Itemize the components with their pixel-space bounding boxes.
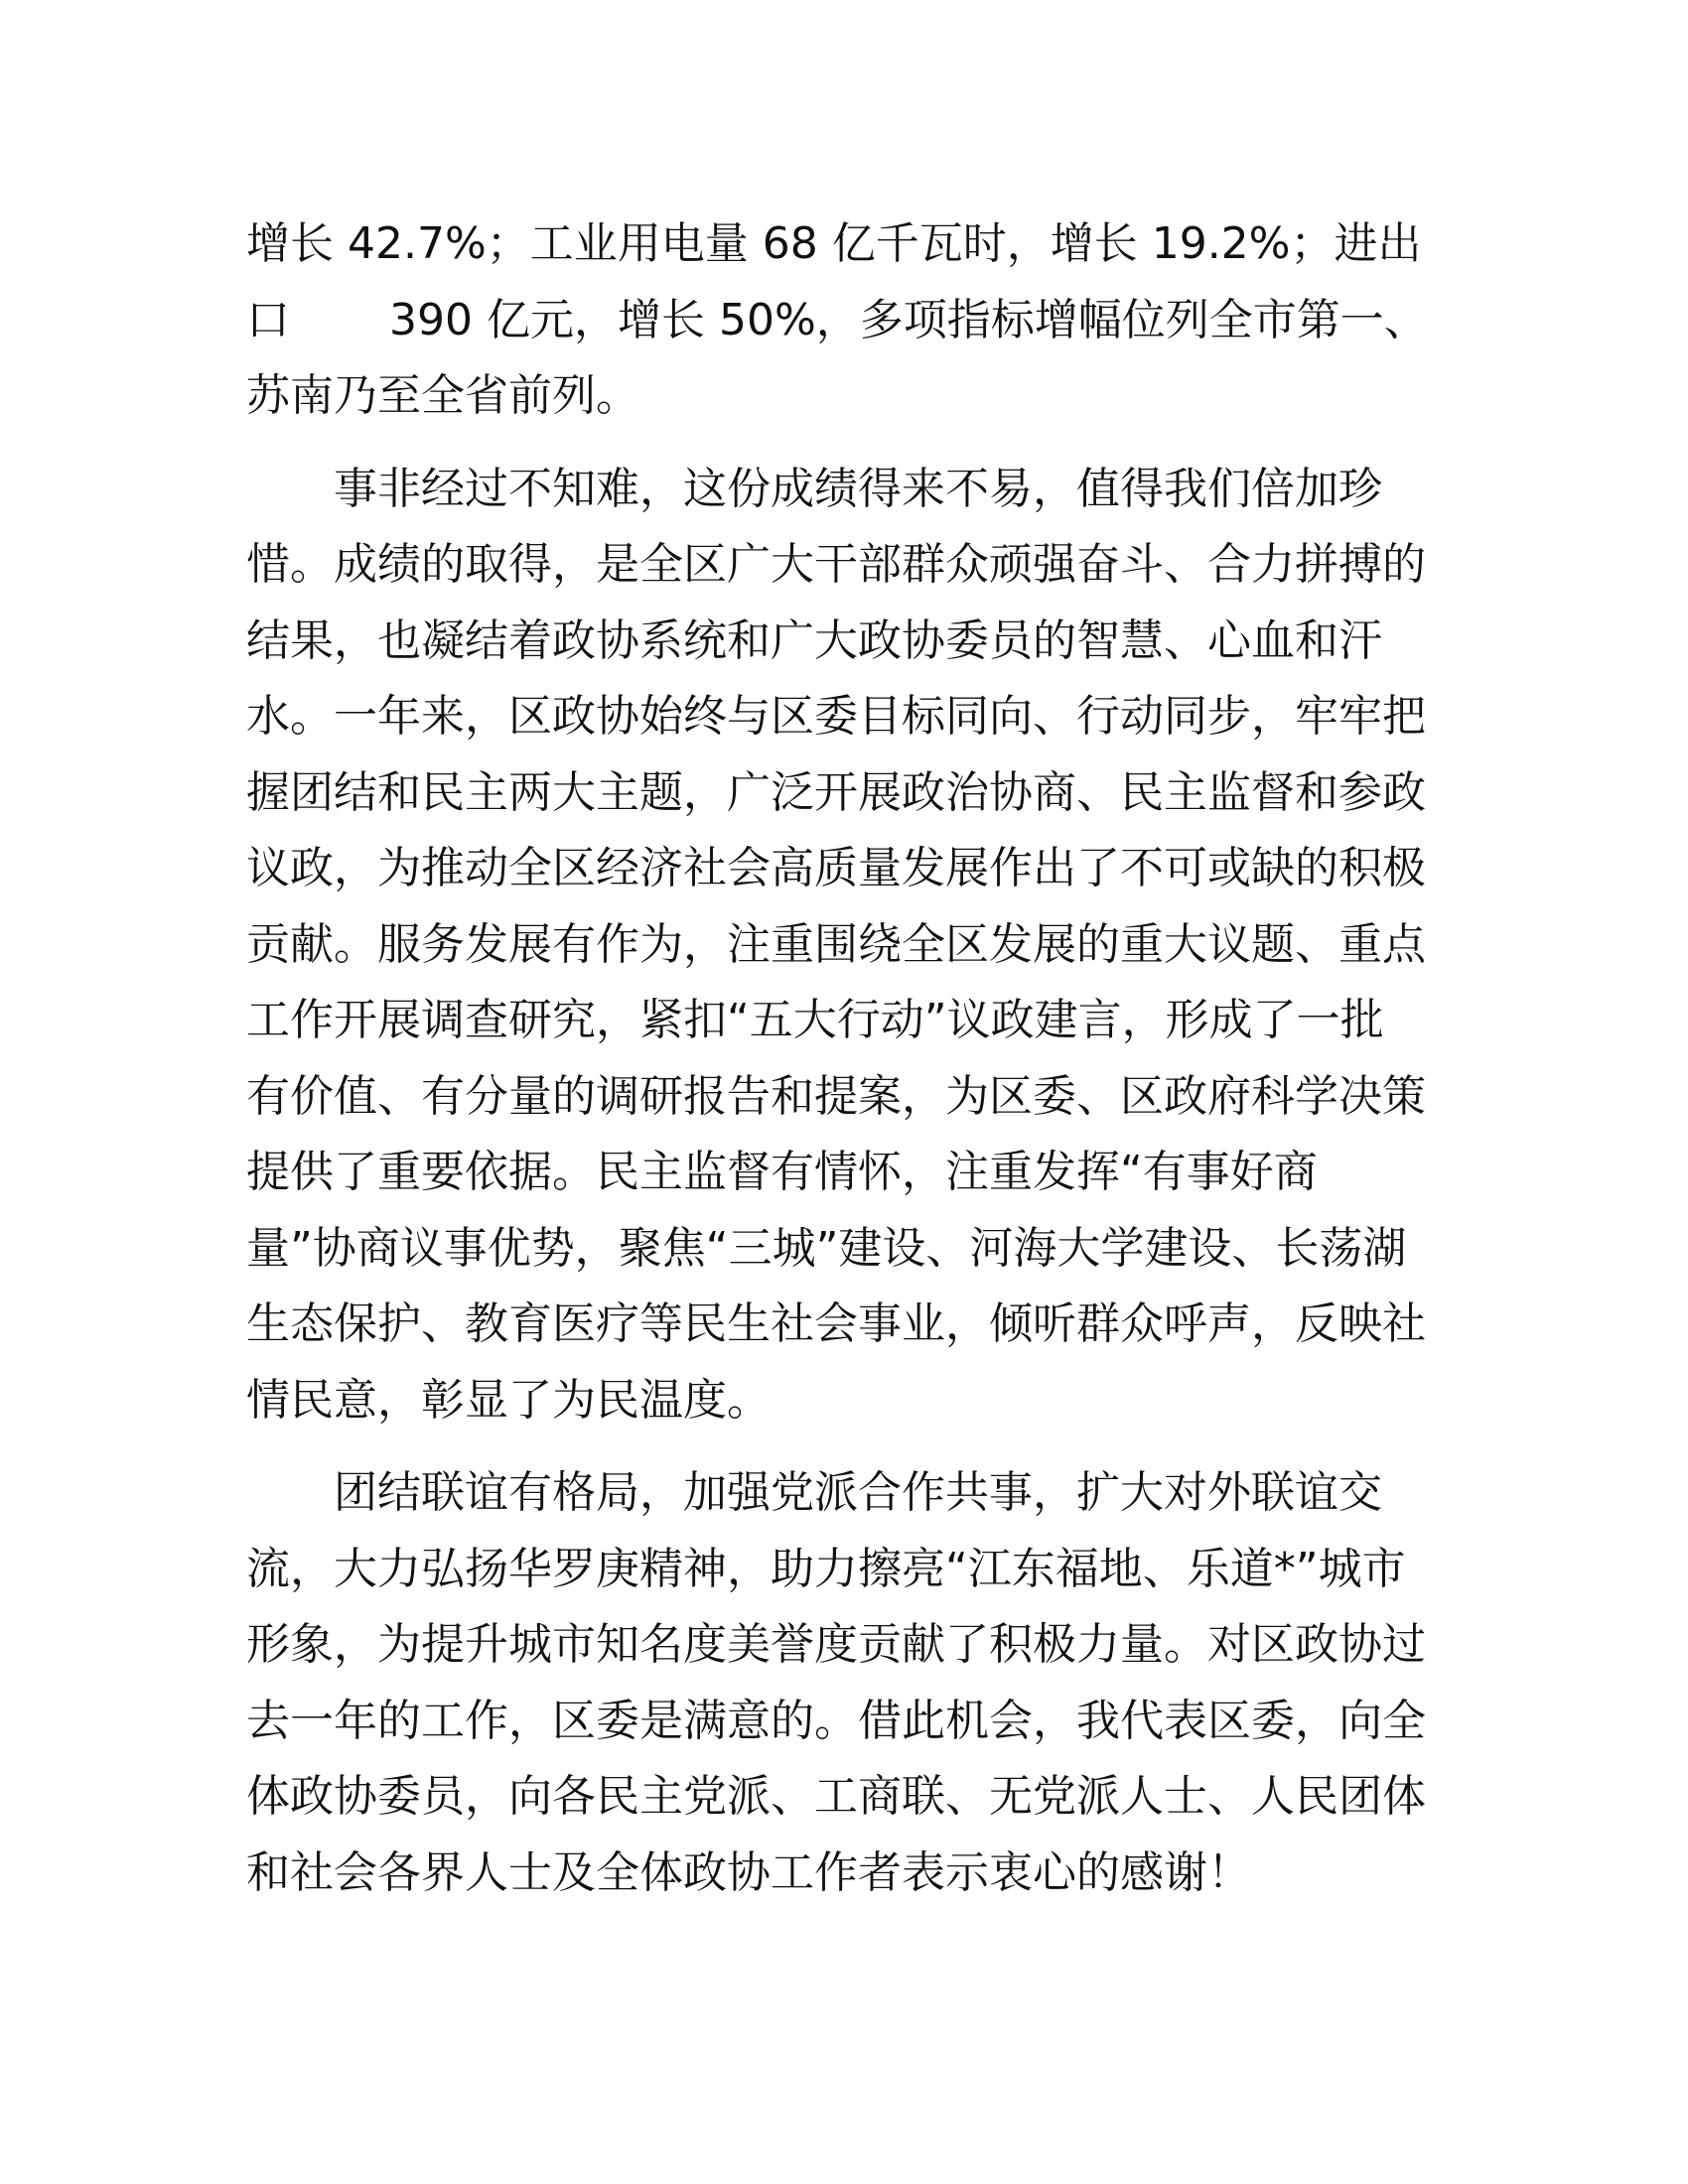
text-line: 量”协商议事优势，聚焦“三城”建设、河海大学建设、长荡湖 — [246, 1222, 1407, 1274]
text-line: 工作开展调查研究，紧扣“五大行动”议政建言，形成了一批 — [246, 995, 1384, 1045]
text-line: 苏南乃至全省前列。 — [246, 370, 639, 421]
text-line: 团结联谊有格局，加强党派合作共事，扩大对外联谊交 — [334, 1467, 1382, 1518]
paragraph-2 — [246, 452, 1448, 1439]
text-line: 事非经过不知难，这份成绩得来不易，值得我们倍加珍 — [334, 463, 1382, 514]
text-line: 有价值、有分量的调研报告和提案，为区委、区政府科学决策 — [246, 1070, 1426, 1122]
text-line: 流，大力弘扬华罗庚精神，助力擦亮“江东福地、乐道*”城市 — [246, 1543, 1406, 1594]
text-line: 体政协委员，向各民主党派、工商联、无党派人士、人民团体 — [246, 1771, 1426, 1822]
document-body — [246, 206, 1448, 1911]
text-line: 握团结和民主两大主题，广泛开展政治协商、民主监督和参政 — [246, 766, 1426, 818]
text-line: 形象，为提升城市知名度美誉度贡献了积极力量。对区政协过 — [246, 1619, 1426, 1670]
text-line: 结果，也凝结着政协系统和广大政协委员的智慧、心血和汗 — [246, 614, 1382, 666]
text-line: 议政，为推动全区经济社会高质量发展作出了不可或缺的积极 — [246, 843, 1426, 893]
text-line: 增长 42.7%；工业用电量 68 亿千瓦时，增长 19.2%；进出 — [246, 218, 1422, 269]
text-line: 贡献。服务发展有作为，注重围绕全区发展的重大议题、重点 — [246, 918, 1426, 970]
text-line: 情民意，彰显了为民温度。 — [246, 1374, 771, 1426]
text-line: 去一年的工作，区委是满意的。借此机会，我代表区委，向全 — [246, 1695, 1426, 1746]
text-fragment: 390 亿元，增长 50%，多项指标增幅位列全市第一、 — [389, 294, 1428, 345]
text-line — [246, 283, 1448, 359]
text-line: 提供了重要依据。民主监督有情怀，注重发挥“有事好商 — [246, 1147, 1318, 1197]
paragraph-3 — [246, 1455, 1448, 1911]
text-line: 生态保护、教育医疗等民生社会事业，倾听群众呼声，反映社 — [246, 1298, 1426, 1349]
text-line: 水。一年来，区政协始终与区委目标同向、行动同步，牢牢把 — [246, 691, 1426, 742]
text-line: 和社会各界人士及全体政协工作者表示衷心的感谢！ — [246, 1846, 1251, 1898]
text-fragment: 口 — [246, 294, 290, 345]
text-line: 惜。成绩的取得，是全区广大干部群众顽强奋斗、合力拼搏的 — [246, 539, 1426, 590]
paragraph-1 — [246, 206, 1448, 435]
